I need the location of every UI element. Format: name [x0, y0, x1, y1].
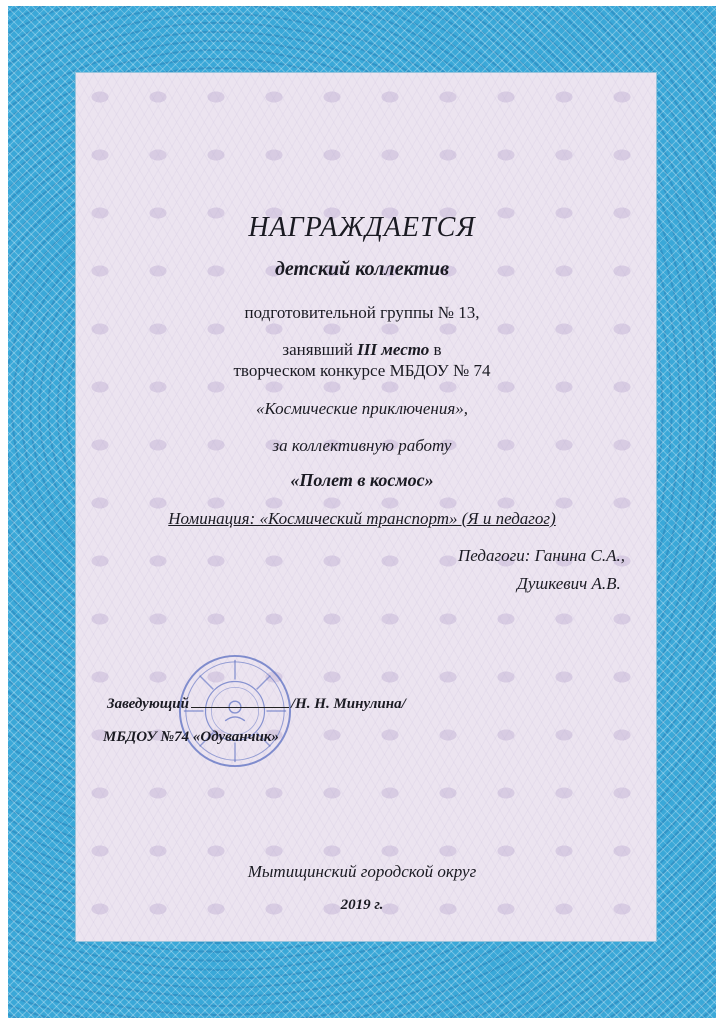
head-title: Заведующий	[107, 696, 189, 712]
work-title: «Полет в космос»	[290, 470, 434, 490]
signature-line	[191, 707, 289, 708]
group-line: подготовительной группы № 13,	[244, 303, 480, 322]
organization: МБДОУ №74 «Одуванчик»	[103, 729, 279, 745]
place-suffix: в	[433, 340, 442, 359]
nomination: Номинация: «Космический транспорт» (Я и педагог)	[168, 509, 556, 528]
teacher-2: Душкевич А.В.	[517, 574, 621, 593]
district: Мытищинский городской округ	[247, 862, 477, 881]
contest-name: «Космические приключения»,	[256, 399, 468, 418]
contest-line: творческом конкурсе МБДОУ № 74	[233, 361, 491, 380]
awardee: детский коллектив	[274, 258, 450, 280]
teachers-line: Педагоги: Ганина С.А.,	[458, 546, 626, 565]
head-signature-line	[107, 696, 406, 713]
certificate-title: НАГРАЖДАЕТСЯ	[248, 212, 476, 243]
work-intro: за коллективную работу	[272, 436, 452, 455]
place-prefix: занявший	[282, 340, 353, 359]
year: 2019 г.	[340, 897, 384, 913]
certificate-paper	[76, 73, 656, 941]
place-value: III место	[357, 340, 430, 359]
place-line	[0, 340, 724, 360]
head-name: /Н. Н. Минулина/	[290, 696, 406, 712]
